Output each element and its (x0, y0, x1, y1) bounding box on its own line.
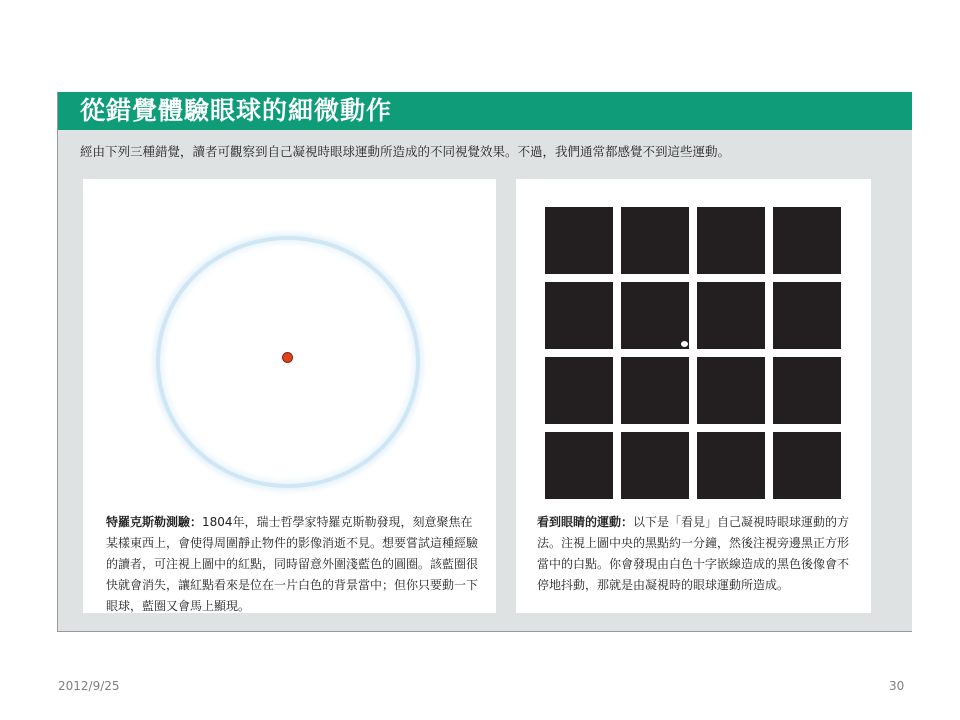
grid-square (697, 207, 765, 274)
page-number: 30 (889, 679, 905, 693)
grid-square (773, 207, 841, 274)
grid-square (545, 207, 613, 274)
troxler-caption (106, 512, 478, 617)
troxler-caption-heading: 特羅克斯勒測驗： (106, 515, 203, 529)
grid-square (773, 357, 841, 424)
grid-square (773, 282, 841, 349)
grid-square (621, 207, 689, 274)
grid-square (621, 282, 689, 349)
grid-square (697, 357, 765, 424)
eye-movement-card (516, 179, 871, 613)
title-bar (58, 92, 912, 130)
square-grid-illustration (545, 207, 841, 503)
page-title: 從錯覺體驗眼球的細微動作 (80, 96, 393, 125)
grid-square (697, 432, 765, 499)
grid-square (545, 432, 613, 499)
troxler-caption-body: 1804年，瑞士哲學家特羅克斯勒發現，刻意聚焦在某樣東西上，會使得周圍靜止物件的影像消逝不見。想要嘗試這種經驗的讀者，可注視上圖中的紅點，同時留意外圍淺藍色的圓圈。該藍圈很快就會消失，讓紅點看來是位在一片白色的背景當中；但你只要動一下眼球，藍圈又會馬上顯現。 (106, 515, 479, 613)
slide-panel (57, 92, 912, 632)
grid-square (621, 432, 689, 499)
eye-movement-caption-heading: 看到眼睛的運動： (537, 515, 634, 529)
grid-square (773, 432, 841, 499)
troxler-card (83, 179, 496, 613)
eye-movement-caption-body: 以下是「看見」自己凝視時眼球運動的方法。注視上圖中央的黑點約一分鐘，然後注視旁邊黑正方形當中的白點。你會發現由白色十字嵌線造成的黑色後像會不停地抖動，那就是由凝視時的眼球運動所造成。 (537, 515, 850, 592)
black-center-dot (718, 378, 725, 385)
intro-text: 經由下列三種錯覺，讀者可觀察到自己凝視時眼球運動所造成的不同視覺效果。不過，我們通常都感覺不到這些運動。 (80, 144, 731, 159)
white-dot (681, 341, 688, 347)
red-fixation-dot (282, 352, 293, 363)
grid-square (621, 357, 689, 424)
eye-movement-caption (537, 512, 859, 596)
grid-square (545, 357, 613, 424)
grid-square (545, 282, 613, 349)
grid-square (697, 282, 765, 349)
footer-date: 2012/9/25 (58, 679, 120, 693)
